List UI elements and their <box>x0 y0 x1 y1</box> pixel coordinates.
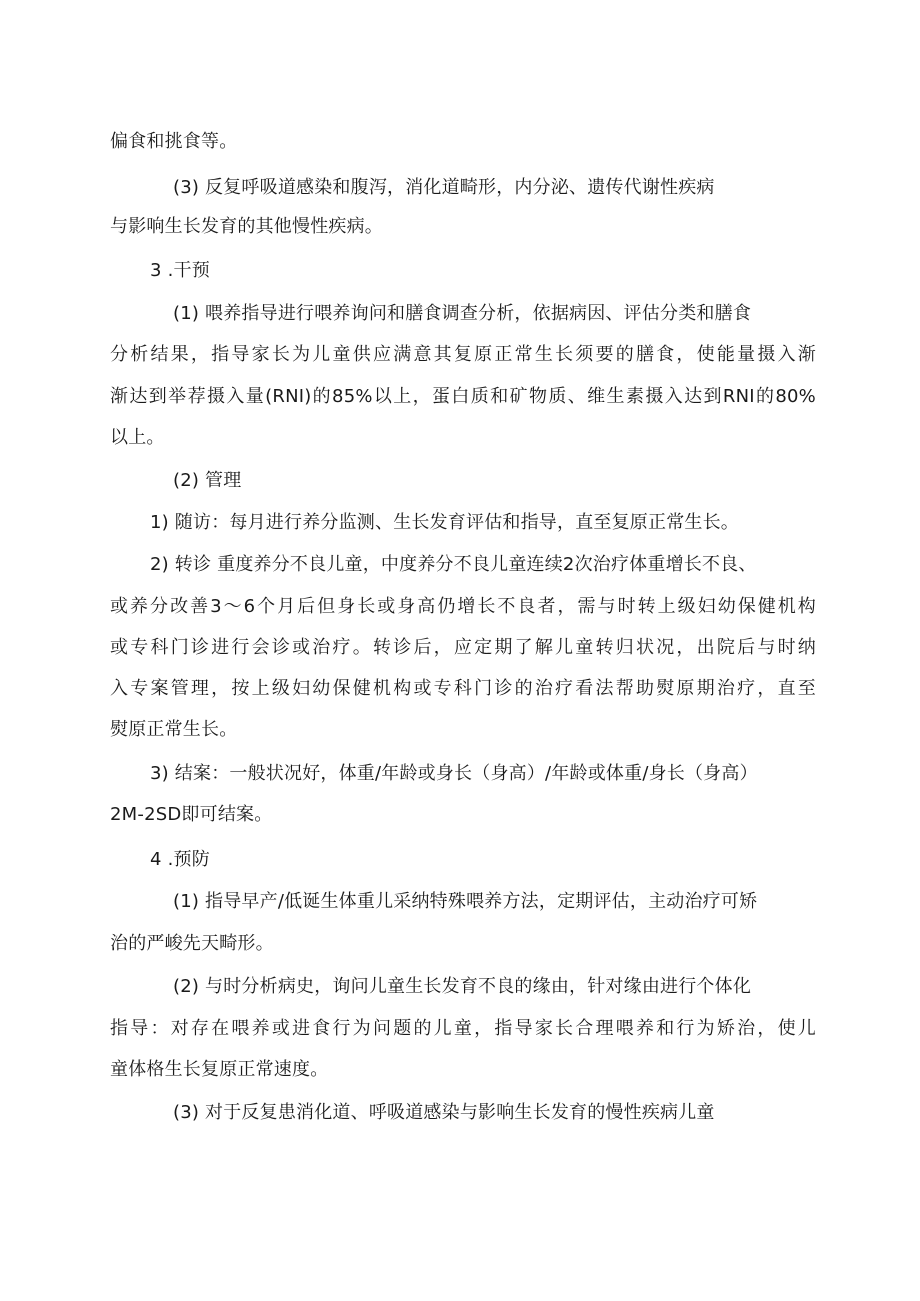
text-line: 入专案管理，按上级妇幼保健机构或专科门诊的治疗看法帮助熨原期治疗，直至 <box>110 678 816 699</box>
text-line: 指导：对存在喂养或进食行为问题的儿童，指导家长合理喂养和行为矫治，使儿 <box>110 1018 816 1039</box>
text-line: 2) 转诊 重度养分不良儿童，中度养分不良儿童连续2次治疗体重增长不良、 <box>150 554 757 575</box>
text-line: 治的严峻先天畸形。 <box>110 933 274 954</box>
text-line: 3) 结案：一般状况好，体重/年龄或身长（身高）/年龄或体重/身长（身高） <box>150 763 758 784</box>
text-line: 分析结果，指导家长为儿童供应满意其复原正常生长须要的膳食，使能量摄入渐 <box>110 344 816 365</box>
text-line: (3) 对于反复患消化道、呼吸道感染与影响生长发育的慢性疾病儿童 <box>173 1102 715 1123</box>
text-line: 童体格生长复原正常速度。 <box>110 1059 329 1080</box>
section-heading: 3 .干预 <box>150 260 210 281</box>
text-line: (1) 指导早产/低诞生体重儿采纳特殊喂养方法，定期评估，主动治疗可矫 <box>173 891 758 912</box>
text-line: (3) 反复呼吸道感染和腹泻，消化道畸形，内分泌、遗传代谢性疾病 <box>173 177 715 198</box>
text-line: (1) 喂养指导进行喂养询问和膳食调查分析，依据病因、评估分类和膳食 <box>173 303 752 324</box>
text-line: 或养分改善3〜6个月后但身长或身高仍增长不良者，需与时转上级妇幼保健机构 <box>110 596 816 617</box>
text-line: 偏食和挑食等。 <box>110 131 238 152</box>
text-line: 1) 随访：每月进行养分监测、生长发育评估和指导，直至复原正常生长。 <box>150 512 739 533</box>
text-line: (2) 管理 <box>173 470 242 491</box>
text-line: 与影响生长发育的其他慢性疾病。 <box>110 216 383 237</box>
text-line: 以上。 <box>110 427 165 448</box>
text-line: 熨原正常生长。 <box>110 719 238 740</box>
text-line: 或专科门诊进行会诊或治疗。转诊后，应定期了解儿童转归状况，出院后与时纳 <box>110 637 816 658</box>
text-line: 渐达到举荐摄入量(RNI)的85%以上，蛋白质和矿物质、维生素摄入达到RNI的80% <box>110 386 816 407</box>
section-heading: 4 .预防 <box>150 849 210 870</box>
text-line: 2M-2SD即可结案。 <box>110 804 273 825</box>
text-line: (2) 与时分析病史，询问儿童生长发育不良的缘由，针对缘由进行个体化 <box>173 976 752 997</box>
